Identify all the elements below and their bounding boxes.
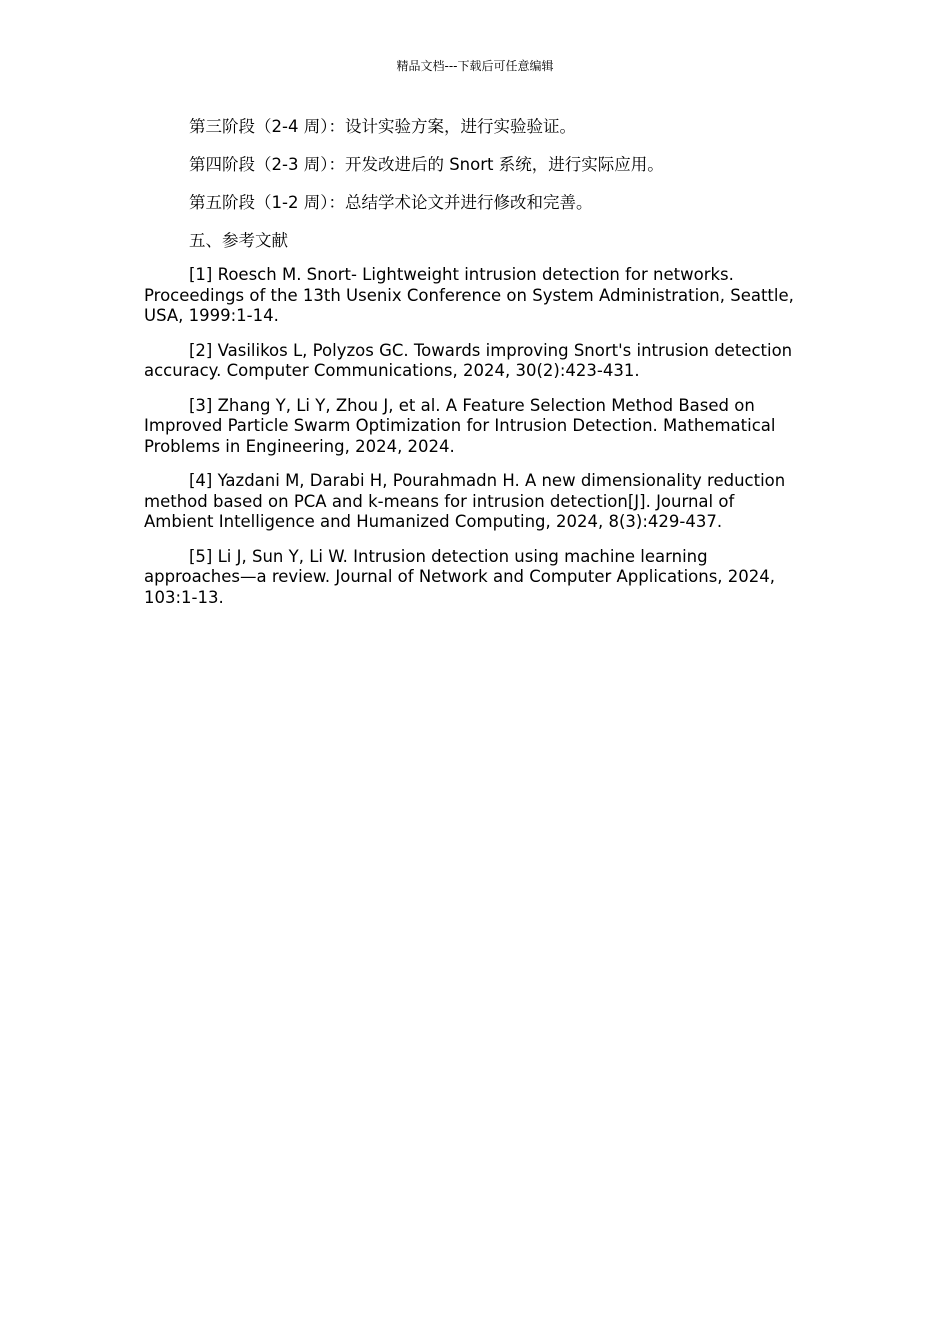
schedule-phase-4: 第四阶段（2-3 周）：开发改进后的 Snort 系统，进行实际应用。 xyxy=(189,155,664,174)
reference-item: [2] Vasilikos L, Polyzos GC. Towards improving Snort's intrusion detection accuracy. Computer Communications, 2024, 30(2):423-431. xyxy=(144,340,793,380)
reference-item: [3] Zhang Y, Li Y, Zhou J, et al. A Feature Selection Method Based on Improved Particle Swarm Optimization for Intrusion Detection. Mathematical Problems in Engineering, 2024, 2024. xyxy=(144,395,776,456)
document-body xyxy=(144,116,804,622)
page-header: 精品文档---下载后可任意编辑 xyxy=(396,59,554,73)
reference-list xyxy=(144,265,804,608)
reference-item: [4] Yazdani M, Darabi H, Pourahmadn H. A new dimensionality reduction method based on PCA and k-means for intrusion detection[J]. Journal of Ambient Intelligence and Humanized Computing, 2024, 8(3):429-437. xyxy=(144,471,786,531)
reference-item: [1] Roesch M. Snort- Lightweight intrusion detection for networks. Proceedings of the 13th Usenix Conference on System Administration, Seattle, USA, 1999:1-14. xyxy=(144,265,794,325)
references-heading: 五、参考文献 xyxy=(189,231,288,250)
reference-item: [5] Li J, Sun Y, Li W. Intrusion detection using machine learning approaches—a review. Journal of Network and Computer Applications, 2024, 103:1-13. xyxy=(144,546,776,607)
schedule-phase-3: 第三阶段（2-4 周）：设计实验方案，进行实验验证。 xyxy=(189,117,576,136)
schedule-phase-5: 第五阶段（1-2 周）：总结学术论文并进行修改和完善。 xyxy=(189,193,593,212)
